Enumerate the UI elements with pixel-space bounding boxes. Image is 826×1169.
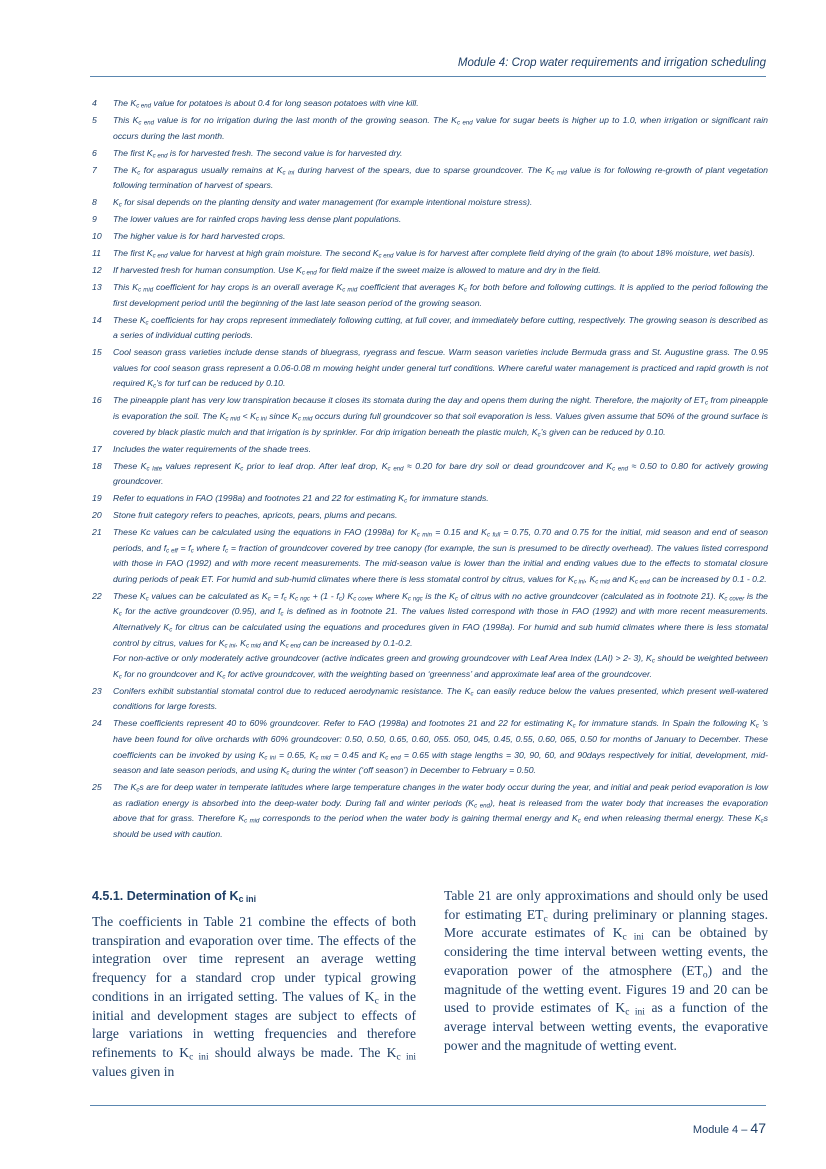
footnote-text bbox=[113, 229, 768, 245]
footnote-item bbox=[92, 684, 768, 715]
footnote-item bbox=[92, 508, 768, 524]
footnotes-list bbox=[92, 96, 768, 844]
footnote-paragraph: The first $K_{c end}$ value for harvest at high grain moisture. The second $K_{c end}$ value is for harvest after complete field drying of the grain (to about 18% moisture, wet basis). bbox=[113, 248, 756, 260]
footnote-number: 18 bbox=[92, 460, 102, 471]
footnote-item bbox=[92, 525, 768, 587]
footnote-item bbox=[92, 229, 768, 245]
footnote-paragraph: These coefficients represent 40 to 60% groundcover. Refer to FAO (1998a) and footnotes 21 and 22 for estimating $K_c$ for immature stands. In Spain the following $K_c$ ’s have been found for olive orchards with 60% groundcover: 0.50, 0.50, 0.65, 0.60, 055. 050, 045, 0.45, 0.55, 0.60, 065, 0.50 for months of January to December. These coefficients can be invoked by using $K_{c ini} = 0.65$, $K_{c mid} = 0.45$ and $K_{c end} = 0.65$ with stage lengths = 30, 90, 60, and 90days respectively for initial, development, mid-season and late season periods, and using $K_c$ during the winter (‘off season’) in December to February = 0.50. bbox=[113, 718, 768, 777]
footnote-text bbox=[113, 345, 768, 392]
page-footer bbox=[693, 1120, 766, 1136]
footnote-number: 25 bbox=[92, 782, 102, 793]
footnote-item bbox=[92, 212, 768, 228]
footnote-text bbox=[113, 313, 768, 344]
footnote-text bbox=[113, 491, 768, 507]
footnote-paragraph: If harvested fresh for human consumption. Use $K_{c end}$ for field maize if the sweet maize is allowed to mature and dry in the field. bbox=[113, 265, 601, 277]
footnote-paragraph: These $K_c$ values can be calculated as $K_c = f_c$ $K_{c ngc} + (1 - f_c)$ $K_{c cover}$ where $K_{c ngc}$ is the $K_c$ of citrus with no active groundcover (calculated as in footnote 21). $K_{c cover}$ is the $K_c$ for the active groundcover (0.95), and $f_c$ is defined as in footnote 21. The values listed correspond with those in FAO (1992) and with more recent measurements. Alternatively $K_c$ for citrus can be calculated using the equations and procedures given in FAO (1998a). For humid and sub humid climates where there is less stomatal control by citrus, values for $K_{c ini}$, $K_{c mid}$ and $K_{c end}$ can be increased by 0.1-0.2. bbox=[113, 590, 769, 650]
footnote-text bbox=[113, 716, 768, 778]
footnote-text bbox=[113, 246, 768, 262]
footnote-number: 22 bbox=[92, 590, 102, 601]
footnote-number: 20 bbox=[92, 510, 102, 521]
footnote-item bbox=[92, 280, 768, 311]
footnote-item bbox=[92, 393, 768, 440]
footnote-paragraph: These $K_c$ coefficients for hay crops represent immediately following cutting, at full cover, and immediately before cutting, respectively. The growing season is described as a series of individual cutting periods. bbox=[113, 314, 768, 341]
footnote-paragraph: This $K_{c mid}$ coefficient for hay crops is an overall average $K_{c mid}$ coefficient that averages $K_c$ for both before and following cuttings. It is applied to the period following the first development period until the beginning of the last late season period of the growing season. bbox=[113, 282, 769, 308]
footnote-text bbox=[113, 589, 768, 683]
footnote-text bbox=[113, 212, 768, 228]
footnote-paragraph: Stone fruit category refers to peaches, apricots, pears, plums and pecans. bbox=[113, 510, 398, 521]
footnote-paragraph: Refer to equations in FAO (1998a) and footnotes 21 and 22 for estimating $K_c$ for immature stands. bbox=[113, 493, 489, 505]
section-column-right bbox=[444, 887, 768, 1081]
footnote-paragraph: $K_c$ for sisal depends on the planting density and water management (for example intentional moisture stress). bbox=[113, 197, 533, 209]
footnote-paragraph: The higher value is for hard harvested crops. bbox=[113, 231, 286, 242]
footnote-text bbox=[113, 146, 768, 162]
footnote-paragraph: Includes the water requirements of the shade trees. bbox=[113, 443, 311, 454]
footnote-item bbox=[92, 195, 768, 211]
footnote-text bbox=[113, 684, 768, 715]
footnote-number: 21 bbox=[92, 527, 102, 538]
footnote-text bbox=[113, 280, 768, 311]
footnote-paragraph: The lower values are for rainfed crops having less dense plant populations. bbox=[113, 214, 402, 225]
footnote-item bbox=[92, 263, 768, 279]
footnote-item bbox=[92, 442, 768, 458]
footnote-number: 23 bbox=[92, 685, 102, 696]
section-paragraph-right: Table 21 are only approximations and should only be used for estimating $ET_c$ during preliminary or planning stages. More accurate estimates of $K_{c ini}$ can be obtained by considering the time interval between wetting events, the evaporation power of the atmosphere $(ET_o)$ and the magnitude of the wetting event. Figures 19 and 20 can be used to provide estimates of $K_{c ini}$ as a function of the average interval between wetting events, the evaporative power and the magnitude of wetting event. bbox=[444, 888, 769, 1053]
footnote-number: 6 bbox=[92, 147, 97, 158]
footnote-number: 5 bbox=[92, 114, 97, 125]
section-4-5-1 bbox=[92, 887, 768, 1081]
footnote-item bbox=[92, 491, 768, 507]
footnote-number: 17 bbox=[92, 443, 102, 454]
footnote-paragraph: These Kc values can be calculated using the equations in FAO (1998a) for $K_{c min} = 0.15$ and $K_{c full} = 0.75$, 0.70 and 0.75 for the initial, mid season and end of season periods, and $f_{c eff} = f_c$ where $f_c$ = fraction of groundcover covered by tree canopy (for example, the sun is presumed to be directly overhead). The values listed correspond with those in FAO (1992) and with more recent measurements. The mid-season value is lower than the initial and ending values due to the effects to stomatal closure during periods of peak ET. For humid and sub-humid climates where there is less stomatal control by citrus, values for $K_{c ini}$, $K_{c mid}$ and $K_{c end}$ can be increased by 0.1 - 0.2. bbox=[113, 527, 769, 586]
footnote-number: 16 bbox=[92, 395, 102, 406]
footnote-text bbox=[113, 263, 768, 279]
footnote-text bbox=[113, 195, 768, 211]
footnote-text bbox=[113, 780, 768, 842]
footnote-paragraph: Cool season grass varieties include dense stands of bluegrass, ryegrass and fescue. Warm season varieties include Bermuda grass and St. Augustine grass. The 0.95 values for cool season grass represent a 0.06-0.08 m mowing height under general turf conditions. Where careful water management is practiced and rapid growth is not required $K_c’s$ for turf can be reduced by 0.10. bbox=[113, 347, 768, 390]
footnote-text bbox=[113, 393, 768, 440]
footnote-number: 7 bbox=[92, 164, 97, 175]
footnote-number: 8 bbox=[92, 197, 97, 208]
footnote-paragraph: The $K_{c end}$ value for potatoes is about 0.4 for long season potatoes with vine kill. bbox=[113, 98, 419, 110]
footnote-paragraph: For non-active or only moderately active groundcover (active indicates green and growing groundcover with Leaf Area Index (LAI) > 2- 3), $K_c$ should be weighted between $K_c$ for no groundcover and $K_c$ for active groundcover, with the weighting based on ‘greenness’ and approximate leaf area of the groundcover. bbox=[113, 653, 768, 681]
footnote-paragraph: These $K_{c late}$ values represent $K_c$ prior to leaf drop. After leaf drop, $K_{c end} \approx 0.20$ for bare dry soil or dead groundcover and $K_{c end} \approx 0.50$ to 0.80 for actively growing groundcover. bbox=[113, 460, 769, 487]
header-rule bbox=[90, 76, 766, 77]
footer-rule bbox=[90, 1105, 766, 1106]
footnote-number: 13 bbox=[92, 282, 102, 293]
footnote-number: 10 bbox=[92, 231, 102, 242]
footnote-number: 9 bbox=[92, 214, 97, 225]
section-title: 4.5.1. Determination of $K_{c ini}$ bbox=[92, 889, 257, 905]
footnote-text bbox=[113, 525, 768, 587]
footnote-text bbox=[113, 113, 768, 144]
footnote-number: 11 bbox=[92, 248, 102, 259]
footer-module-label: Module 4 – bbox=[692, 1124, 748, 1136]
footnote-number: 19 bbox=[92, 493, 102, 504]
footnote-paragraph: The $K_c$ for asparagus usually remains at $K_{c ini}$ during harvest of the spears, due to sparse groundcover. The $K_{c mid}$ value is for following re-growth of plant vegetation following termination of harvest of spears. bbox=[113, 164, 769, 191]
footnote-item bbox=[92, 459, 768, 490]
footnote-paragraph: Conifers exhibit substantial stomatal control due to reduced aerodynamic resistance. The $K_c$ can easily reduce below the values presented, which present well-watered conditions for large forests. bbox=[113, 685, 768, 712]
footnote-paragraph: The first $K_{c end}$ is for harvested fresh. The second value is for harvested dry. bbox=[113, 147, 403, 160]
footnote-paragraph: The $K_cs$ are for deep water in temperate latitudes where large temperature changes in the water body occur during the year, and initial and peak period evaporation is low as radiation energy is absorbed into the deep-water body. During fall and winter periods $(K_{c end})$, heat is released from the water body that increases the evaporation above that for grass. Therefore $K_{c mid}$ corresponds to the period when the water body is gaining thermal energy and $K_c$ end when releasing thermal energy. These $K_cs$ should be used with caution. bbox=[113, 782, 769, 839]
footnote-paragraph: The pineapple plant has very low transpiration because it closes its stomata during the day and opens them during the night. Therefore, the majority of $ET_c$ from pineapple is evaporation the soil. The $K_{c mid} < K_{c ini}$ since $K_{c mid}$ occurs during full groundcover so that soil evaporation is less. Values given assume that 50% of the ground surface is covered by black plastic mulch and that irrigation is by sprinkler. For drip irrigation beneath the plastic mulch, $K_c’s$ given can be reduced by 0.10. bbox=[113, 395, 768, 439]
page-number: 47 bbox=[750, 1120, 766, 1136]
footnote-item bbox=[92, 716, 768, 778]
footnote-text bbox=[113, 508, 768, 524]
footnote-number: 24 bbox=[92, 718, 102, 729]
footnote-item bbox=[92, 345, 768, 392]
footnote-number: 14 bbox=[92, 314, 102, 325]
footnote-item bbox=[92, 146, 768, 162]
section-paragraph-left: The coefficients in Table 21 combine the effects of both transpiration and evaporation over time. The effects of the integration over time represent an average wetting frequency for a standard crop under typical growing conditions in an irrigated setting. The values of $K_c$ in the initial and development stages are subject to effects of large variations in wetting frequencies and therefore refinements to $K_{c ini}$ should always be made. The $K_{c ini}$ values given in bbox=[92, 914, 417, 1079]
footnote-item bbox=[92, 313, 768, 344]
footnote-number: 12 bbox=[92, 265, 102, 276]
footnote-item bbox=[92, 163, 768, 194]
footnote-item bbox=[92, 246, 768, 262]
footnote-number: 4 bbox=[92, 98, 97, 108]
section-column-left bbox=[92, 887, 416, 1081]
footnote-text bbox=[113, 442, 768, 458]
footnote-item bbox=[92, 113, 768, 144]
footnote-paragraph: This $K_{c end}$ value is for no irrigation during the last month of the growing season. The $K_{c end}$ value for sugar beets is higher up to 1.0, when irrigation or significant rain occurs during the last month. bbox=[113, 114, 768, 141]
footnote-item bbox=[92, 96, 768, 112]
footnote-item bbox=[92, 589, 768, 683]
footnote-text bbox=[113, 163, 768, 194]
footnote-text bbox=[113, 96, 768, 112]
running-header: Module 4: Crop water requirements and irrigation scheduling bbox=[457, 57, 766, 69]
footnote-number: 15 bbox=[92, 347, 102, 358]
footnote-text bbox=[113, 459, 768, 490]
footnote-item bbox=[92, 780, 768, 842]
